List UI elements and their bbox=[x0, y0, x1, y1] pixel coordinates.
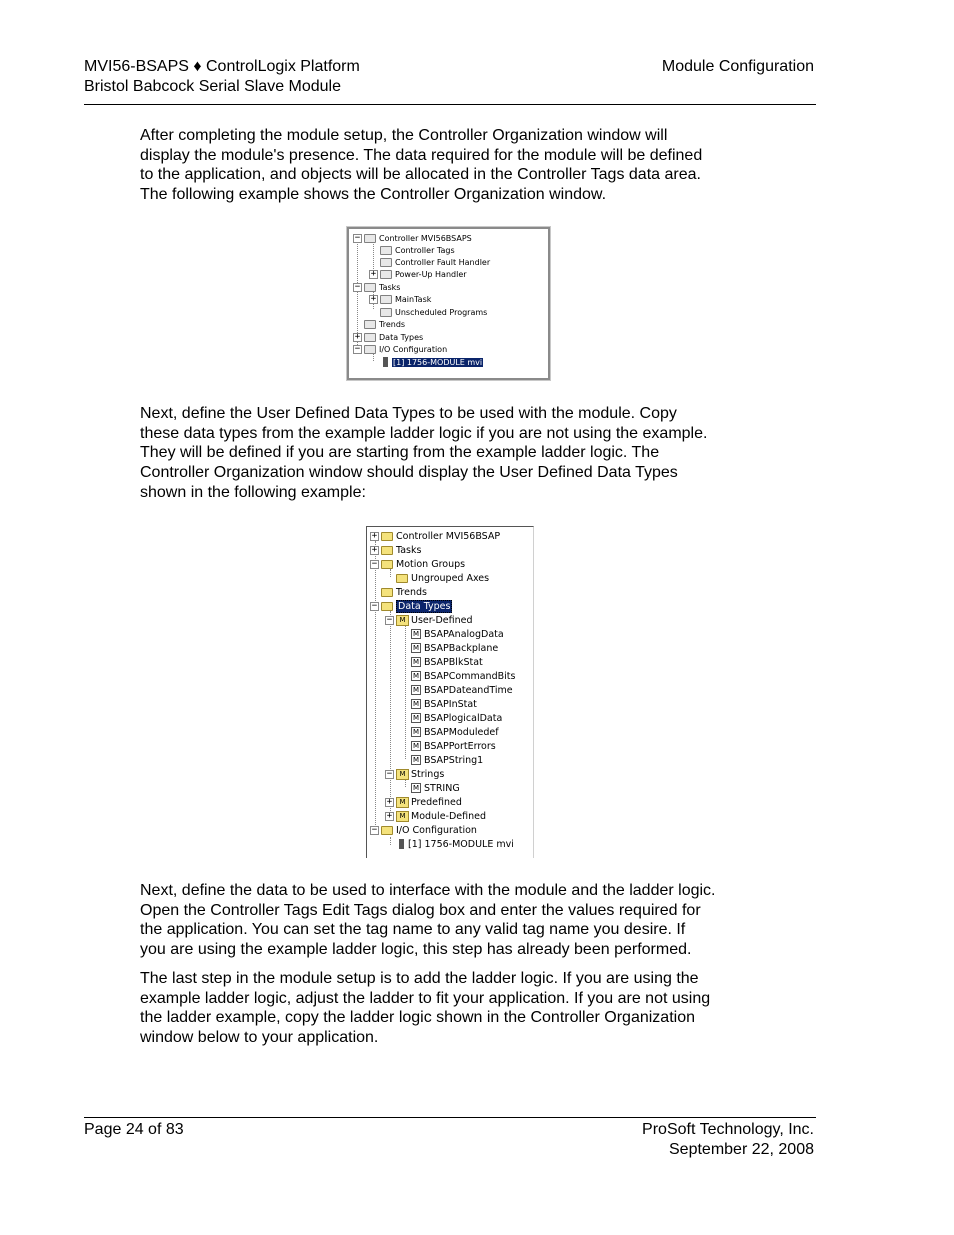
tree-item[interactable] bbox=[369, 244, 455, 256]
folder-icon bbox=[364, 234, 376, 243]
folder-icon bbox=[364, 345, 376, 354]
collapse-toggle[interactable]: − bbox=[371, 558, 378, 569]
module-icon bbox=[399, 839, 404, 849]
paragraph-line: shown in the following example: bbox=[140, 483, 366, 501]
datatype-icon: M bbox=[412, 784, 420, 792]
folder-icon bbox=[381, 588, 393, 597]
tree-item[interactable] bbox=[400, 669, 515, 683]
tree-item-label: Controller MVI56BSAPS bbox=[379, 233, 472, 243]
tree-item[interactable] bbox=[370, 543, 421, 557]
tree-item[interactable] bbox=[400, 725, 499, 739]
tree-item[interactable] bbox=[369, 268, 467, 280]
collapse-toggle[interactable]: − bbox=[386, 614, 393, 625]
tree-item-label: I/O Configuration bbox=[396, 824, 477, 836]
folder-icon bbox=[381, 560, 393, 569]
page-number: Page 24 of 83 bbox=[84, 1121, 184, 1138]
tree-item[interactable] bbox=[353, 331, 423, 343]
datatype-icon: M bbox=[412, 728, 420, 736]
expand-toggle[interactable]: + bbox=[386, 810, 393, 821]
paragraph-line: example ladder logic, adjust the ladder to fit your application. If you are not using bbox=[140, 989, 711, 1007]
tree-item-label: STRING bbox=[424, 782, 460, 794]
datatype-icon: M bbox=[412, 756, 420, 764]
tree-item[interactable] bbox=[369, 293, 431, 305]
folder-icon bbox=[381, 546, 393, 555]
controller-organization-tree bbox=[347, 227, 550, 380]
paragraph-line: display the module's presence. The data required for the module will be defined bbox=[140, 146, 703, 164]
tree-item-label: Trends bbox=[379, 319, 406, 329]
collapse-toggle[interactable]: − bbox=[386, 768, 393, 779]
paragraph-line: the ladder example, copy the ladder logic shown in the Controller Organization bbox=[140, 1009, 695, 1027]
folder-icon bbox=[380, 246, 392, 255]
tree-item[interactable] bbox=[400, 781, 460, 795]
footer-right bbox=[642, 1120, 814, 1159]
tree-item-selected[interactable] bbox=[370, 599, 452, 613]
tree-item-label: BSAPBlkStat bbox=[424, 656, 483, 668]
paragraph-line: Next, define the User Defined Data Types to be used with the module. Copy bbox=[140, 405, 677, 422]
collapse-toggle[interactable]: − bbox=[354, 281, 361, 292]
paragraph-line: the application. You can set the tag name to any valid tag name you desire. If bbox=[140, 921, 686, 939]
collapse-toggle[interactable]: − bbox=[371, 824, 378, 835]
tree-item-label: MainTask bbox=[395, 294, 432, 304]
folder-icon bbox=[364, 320, 376, 329]
tree-item[interactable] bbox=[400, 641, 498, 655]
tree-item-label: Tasks bbox=[396, 544, 422, 556]
paragraph-line: Open the Controller Tags Edit Tags dialog box and enter the values required for bbox=[140, 901, 701, 919]
tree-item-label: BSAPlogicalData bbox=[424, 712, 503, 724]
tree-item[interactable] bbox=[385, 571, 489, 585]
paragraph-line: They will be defined if you are starting from the example ladder logic. The bbox=[140, 444, 660, 462]
tree-item-label: Trends bbox=[396, 586, 427, 598]
datatype-icon: M bbox=[412, 714, 420, 722]
header-rule bbox=[84, 104, 816, 105]
tree-item[interactable] bbox=[353, 232, 472, 244]
tree-item-label: BSAPDateandTime bbox=[424, 684, 513, 696]
paragraph-line: these data types from the example ladder logic if you are not using the example. bbox=[140, 424, 708, 442]
paragraph-line: window below to your application. bbox=[140, 1029, 379, 1047]
datatype-icon: M bbox=[412, 742, 420, 750]
datatype-icon: M bbox=[412, 672, 420, 680]
tree-item-label: BSAPString1 bbox=[424, 754, 484, 766]
tree-item-label: BSAPBackplane bbox=[424, 642, 499, 654]
tree-item[interactable] bbox=[400, 655, 483, 669]
datatype-icon: M bbox=[412, 658, 420, 666]
tree-item-label: Data Types bbox=[398, 600, 451, 612]
folder-icon bbox=[364, 333, 376, 342]
datatype-icon: M bbox=[412, 644, 420, 652]
data-types-tree bbox=[366, 526, 534, 858]
tree-item-label: BSAPInStat bbox=[424, 698, 477, 710]
paragraph-line: you are using the example ladder logic, this step has already been performed. bbox=[140, 941, 692, 959]
tree-item[interactable] bbox=[369, 256, 490, 268]
folder-icon bbox=[380, 308, 392, 317]
tree-item-label: Power-Up Handler bbox=[395, 269, 467, 279]
expand-toggle[interactable]: + bbox=[371, 544, 378, 555]
datatype-icon: M bbox=[412, 686, 420, 694]
paragraph-line: Controller Organization window should display the User Defined Data Types bbox=[140, 464, 678, 482]
header-left bbox=[84, 57, 360, 96]
paragraph-line: The following example shows the Controller Organization window. bbox=[140, 186, 607, 204]
tree-item-label: BSAPCommandBits bbox=[424, 670, 516, 682]
tree-item[interactable] bbox=[370, 585, 427, 599]
collapse-toggle[interactable]: − bbox=[354, 343, 361, 354]
tree-item-label: [1] 1756-MODULE mvi bbox=[408, 838, 514, 850]
tree-item[interactable] bbox=[400, 697, 477, 711]
expand-toggle[interactable]: + bbox=[370, 293, 377, 304]
tree-item-label: Data Types bbox=[379, 332, 424, 342]
folder-datatype-icon: M bbox=[396, 811, 409, 822]
tree-item[interactable] bbox=[400, 753, 483, 767]
folder-icon bbox=[380, 258, 392, 267]
tree-item[interactable] bbox=[369, 306, 487, 318]
folder-icon bbox=[381, 826, 393, 835]
paragraph-org-window bbox=[140, 126, 765, 205]
expand-toggle[interactable]: + bbox=[371, 530, 378, 541]
paragraph-line: After completing the module setup, the Controller Organization window will bbox=[140, 127, 668, 144]
paragraph-controller-tags bbox=[140, 881, 765, 960]
collapse-toggle[interactable]: − bbox=[354, 232, 361, 243]
datatype-icon: M bbox=[412, 630, 420, 638]
folder-icon bbox=[381, 532, 393, 541]
publish-date: September 22, 2008 bbox=[669, 1140, 814, 1158]
expand-toggle[interactable]: + bbox=[354, 331, 361, 342]
tree-item[interactable] bbox=[400, 711, 502, 725]
collapse-toggle[interactable]: − bbox=[371, 600, 378, 611]
tree-item[interactable] bbox=[385, 837, 514, 851]
paragraph-user-defined-types bbox=[140, 404, 765, 503]
paragraph-line: to the application, and objects will be allocated in the Controller Tags data area. bbox=[140, 166, 701, 184]
tree-item-label: Ungrouped Axes bbox=[411, 572, 490, 584]
folder-icon bbox=[396, 574, 408, 583]
paragraph-ladder-logic bbox=[140, 969, 765, 1048]
footer-rule bbox=[84, 1117, 816, 1118]
tree-item[interactable] bbox=[353, 281, 400, 293]
section-title: Module Configuration bbox=[661, 58, 814, 75]
tree-item[interactable] bbox=[385, 795, 462, 809]
document-title: MVI56-BSAPS ♦ ControlLogix Platform bbox=[84, 58, 360, 75]
folder-icon bbox=[380, 270, 392, 279]
company-name: ProSoft Technology, Inc. bbox=[642, 1121, 814, 1138]
tree-item-label: Tasks bbox=[379, 282, 401, 292]
tree-item[interactable] bbox=[370, 557, 465, 571]
task-icon bbox=[380, 295, 392, 304]
tree-item-label: Controller Tags bbox=[395, 245, 455, 255]
module-icon bbox=[383, 357, 388, 367]
tree-item-label: Controller Fault Handler bbox=[395, 257, 491, 267]
folder-icon bbox=[381, 602, 393, 611]
tree-item-label: User-Defined bbox=[411, 614, 473, 626]
tree-item[interactable] bbox=[385, 767, 444, 781]
paragraph-line: Next, define the data to be used to interface with the module and the ladder logic. bbox=[140, 882, 716, 899]
tree-item-label: Predefined bbox=[411, 796, 462, 808]
tree-item[interactable] bbox=[400, 683, 513, 697]
tree-item[interactable] bbox=[370, 823, 477, 837]
paragraph-line: The last step in the module setup is to add the ladder logic. If you are using the bbox=[140, 970, 699, 987]
expand-toggle[interactable]: + bbox=[386, 796, 393, 807]
tree-item-label: [1] 1756-MODULE mvi bbox=[393, 357, 483, 367]
folder-datatype-icon: M bbox=[396, 769, 409, 780]
tree-item[interactable] bbox=[400, 739, 496, 753]
tree-item[interactable] bbox=[353, 343, 447, 355]
tree-item-label: BSAPAnalogData bbox=[424, 628, 504, 640]
tree-item-label: Controller MVI56BSAP bbox=[396, 530, 501, 542]
tree-item[interactable] bbox=[385, 613, 473, 627]
tree-item-label: BSAPModuledef bbox=[424, 726, 499, 738]
tree-item-label: Unscheduled Programs bbox=[395, 307, 488, 317]
tree-item-label: Strings bbox=[411, 768, 445, 780]
tree-item-label: I/O Configuration bbox=[379, 344, 448, 354]
tree-item[interactable] bbox=[400, 627, 504, 641]
folder-icon bbox=[364, 283, 376, 292]
tree-item-selected[interactable] bbox=[369, 356, 483, 368]
datatype-icon: M bbox=[412, 700, 420, 708]
folder-datatype-icon: M bbox=[396, 797, 409, 808]
tree-item-label: Motion Groups bbox=[396, 558, 466, 570]
tree-item[interactable] bbox=[370, 529, 500, 543]
expand-toggle[interactable]: + bbox=[370, 268, 377, 279]
tree-item-label: BSAPPortErrors bbox=[424, 740, 496, 752]
folder-datatype-icon: M bbox=[396, 615, 409, 626]
tree-item[interactable] bbox=[385, 809, 486, 823]
tree-item-label: Module-Defined bbox=[411, 810, 487, 822]
tree-item[interactable] bbox=[353, 318, 405, 330]
document-subtitle: Bristol Babcock Serial Slave Module bbox=[84, 77, 342, 95]
